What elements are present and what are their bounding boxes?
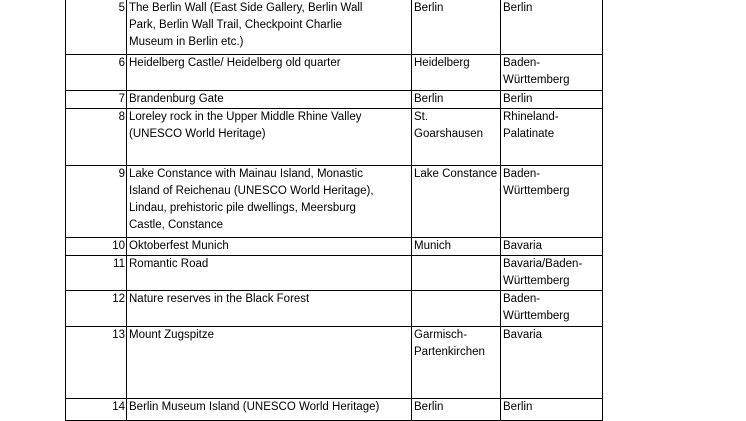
sight-name-cell[interactable]: Heidelberg Castle/ Heidelberg old quarter <box>127 55 412 91</box>
city-cell[interactable]: Berlin <box>412 399 501 421</box>
sight-name-cell[interactable]: Nature reserves in the Black Forest <box>127 291 412 327</box>
state-cell[interactable]: Baden- Württemberg <box>501 166 603 238</box>
city-cell[interactable]: St. Goarshausen <box>412 109 501 166</box>
city-cell[interactable]: Berlin <box>412 0 501 55</box>
table-row <box>66 166 603 238</box>
sight-name-cell[interactable]: Brandenburg Gate <box>127 91 412 109</box>
city-cell[interactable] <box>412 256 501 291</box>
sight-name-cell[interactable]: Loreley rock in the Upper Middle Rhine Valley (UNESCO World Heritage) <box>127 109 412 166</box>
state-cell[interactable]: Berlin <box>501 0 603 55</box>
city-cell[interactable]: Lake Constance <box>412 166 501 238</box>
table-row <box>66 55 603 91</box>
city-cell[interactable]: Heidelberg <box>412 55 501 91</box>
sight-name-cell[interactable]: The Berlin Wall (East Side Gallery, Berlin Wall Park, Berlin Wall Trail, Checkpoint Charlie Museum in Berlin etc.) <box>127 0 412 55</box>
city-cell[interactable]: Garmisch- Partenkirchen <box>412 327 501 399</box>
rank-cell[interactable]: 13 <box>66 327 127 399</box>
state-cell[interactable]: Baden- Württemberg <box>501 55 603 91</box>
sight-name-cell[interactable]: Berlin Museum Island (UNESCO World Heritage) <box>127 399 412 421</box>
table-row <box>66 291 603 327</box>
city-cell[interactable] <box>412 291 501 327</box>
city-cell[interactable]: Berlin <box>412 91 501 109</box>
state-cell[interactable]: Baden- Württemberg <box>501 291 603 327</box>
sight-name-cell[interactable]: Oktoberfest Munich <box>127 238 412 256</box>
rank-cell[interactable]: 7 <box>66 91 127 109</box>
state-cell[interactable]: Bavaria <box>501 238 603 256</box>
table-row <box>66 256 603 291</box>
table-row <box>66 0 603 55</box>
city-cell[interactable]: Munich <box>412 238 501 256</box>
table-row <box>66 91 603 109</box>
sight-name-cell[interactable]: Romantic Road <box>127 256 412 291</box>
state-cell[interactable]: Bavaria/Baden- Württemberg <box>501 256 603 291</box>
state-cell[interactable]: Berlin <box>501 399 603 421</box>
table-row <box>66 327 603 399</box>
state-cell[interactable]: Rhineland- Palatinate <box>501 109 603 166</box>
table-row <box>66 238 603 256</box>
rank-cell[interactable]: 10 <box>66 238 127 256</box>
rank-cell[interactable]: 9 <box>66 166 127 238</box>
table-row <box>66 399 603 421</box>
sights-table <box>65 0 603 421</box>
rank-cell[interactable]: 6 <box>66 55 127 91</box>
state-cell[interactable]: Bavaria <box>501 327 603 399</box>
sight-name-cell[interactable]: Mount Zugspitze <box>127 327 412 399</box>
rank-cell[interactable]: 5 <box>66 0 127 55</box>
table-row <box>66 109 603 166</box>
rank-cell[interactable]: 14 <box>66 399 127 421</box>
rank-cell[interactable]: 12 <box>66 291 127 327</box>
state-cell[interactable]: Berlin <box>501 91 603 109</box>
rank-cell[interactable]: 11 <box>66 256 127 291</box>
sight-name-cell[interactable]: Lake Constance with Mainau Island, Monastic Island of Reichenau (UNESCO World Heritage), Lindau, prehistoric pile dwellings, Meersburg Castle, Constance <box>127 166 412 238</box>
rank-cell[interactable]: 8 <box>66 109 127 166</box>
